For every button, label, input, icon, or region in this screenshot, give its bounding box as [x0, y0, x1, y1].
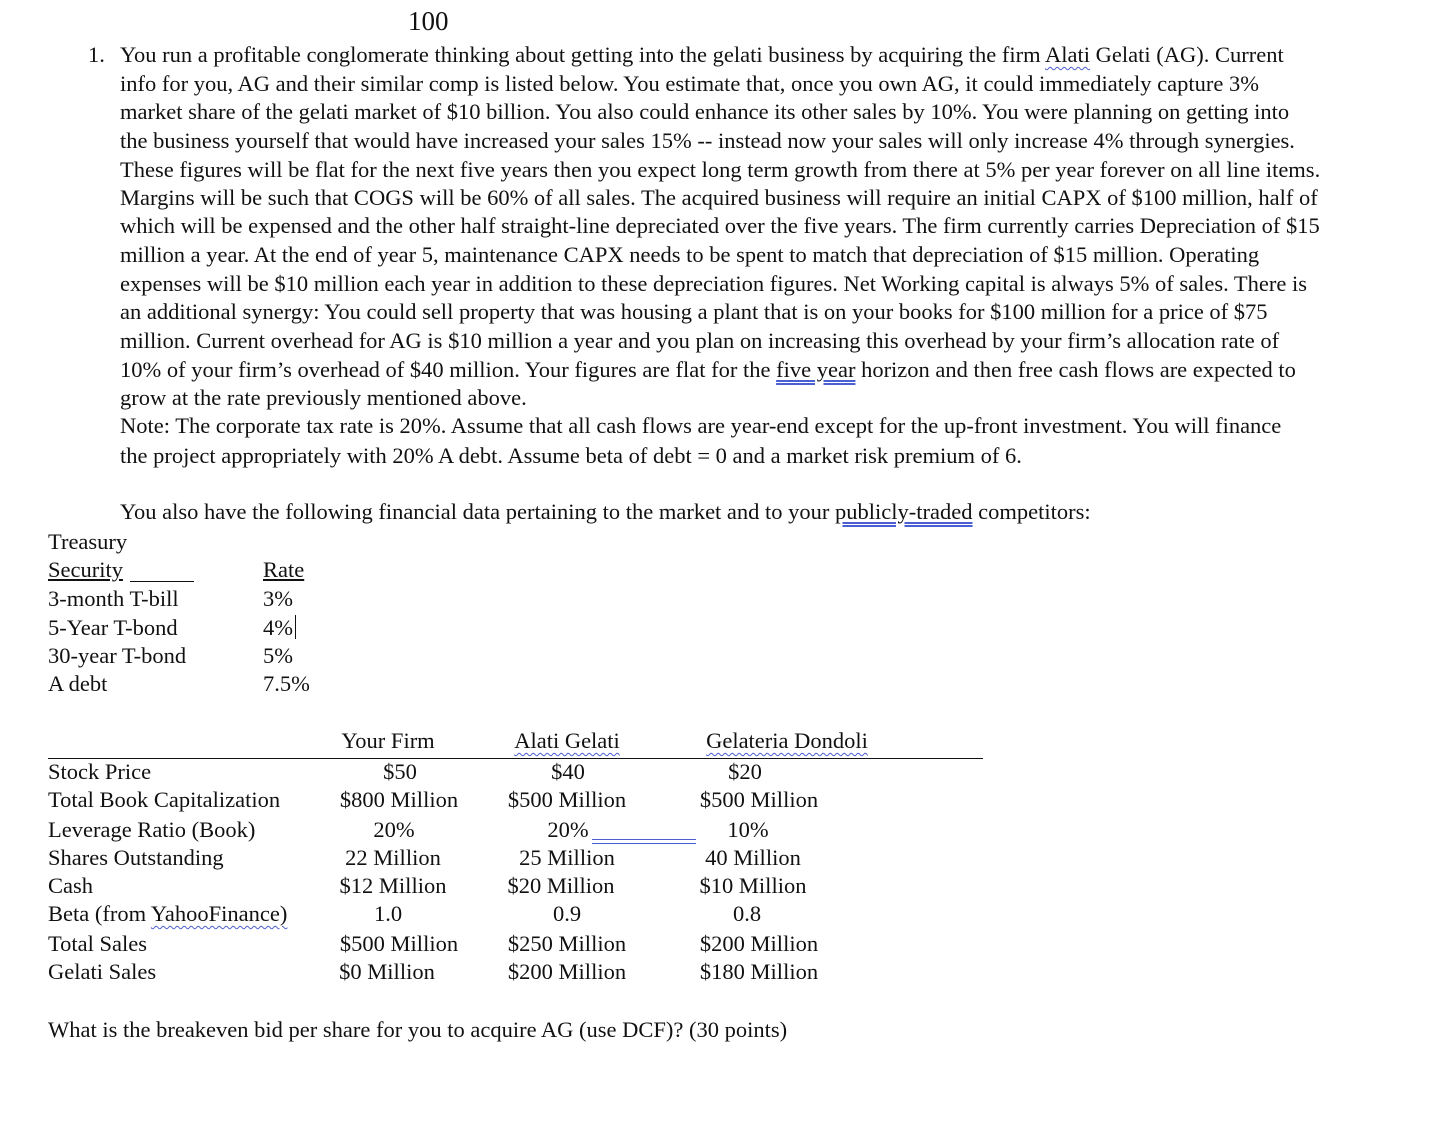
data-intro: [120, 499, 1091, 525]
cell-your-firm: 20%: [373, 817, 415, 842]
problem-line: an additional synergy: You could sell property that was housing a plant that is on your books for $100 million for a price of $75: [120, 299, 1268, 324]
cell-gelateria-dondoli: 0.8: [732, 901, 762, 926]
cell-gelateria-dondoli: $500 Million: [699, 787, 819, 812]
grammar-underlined-phrase: publicly-traded: [835, 499, 973, 524]
problem-line: market share of the gelati market of $10 billion. You also could enhance its other sales by 10%. You were planning on getting into: [120, 99, 1290, 124]
problem-text: 10% of your firm’s overhead of $40 million. Your figures are flat for the: [120, 357, 777, 382]
intro-text: competitors:: [972, 499, 1091, 524]
cell-your-firm: $0 Million: [339, 959, 435, 984]
cell-alati-gelati: $20 Million: [507, 873, 615, 898]
problem-line: Margins will be such that COGS will be 60% of all sales. The acquired business will require an initial CAPX of $100 million, half of: [120, 185, 1318, 210]
problem-note: Note: The corporate tax rate is 20%. Assume that all cash flows are year-end except for the up-front investment. You will finance: [120, 413, 1282, 438]
row-label: Stock Price: [48, 759, 152, 784]
cell-gelateria-dondoli: $200 Million: [699, 931, 819, 956]
cell-gelateria-dondoli: 40 Million: [705, 845, 801, 870]
cell-your-firm: $12 Million: [339, 873, 447, 898]
column-header-alati-gelati: [514, 728, 620, 754]
problem-line: These figures will be flat for the next five years then you expect long term growth from there at 5% per year forever on all line items.: [120, 157, 1321, 182]
treasury-rate-cell[interactable]: [263, 615, 296, 641]
problem-line: the business yourself that would have increased your sales 15% -- instead now your sales will only increase 4% through synergies.: [120, 128, 1295, 153]
question: What is the breakeven bid per share for you to acquire AG (use DCF)? (30 points): [48, 1017, 788, 1042]
row-label: Leverage Ratio (Book): [48, 817, 256, 842]
column-header-your-firm: Your Firm: [341, 728, 435, 753]
row-label: Gelati Sales: [48, 959, 157, 984]
cell-your-firm: 1.0: [373, 901, 403, 926]
row-label-text: [48, 901, 287, 926]
cell-gelateria-dondoli: $10 Million: [699, 873, 807, 898]
problem-note: the project appropriately with 20% A debt. Assume beta of debt = 0 and a market risk premium of 6.: [120, 443, 1022, 468]
problem-line: million. Current overhead for AG is $10 million a year and you plan on increasing this overhead by your firm’s allocation rate of: [120, 328, 1280, 353]
problem-text: You run a profitable conglomerate thinking about getting into the gelati business by acquiring the firm: [120, 42, 1046, 67]
header-rule: [48, 758, 983, 759]
grammar-mark: [592, 839, 696, 844]
grammar-underlined-phrase: five year: [776, 357, 856, 382]
problem-line: [120, 42, 1284, 68]
cell-gelateria-dondoli: 10%: [727, 817, 769, 842]
column-header-gelateria-dondoli: [706, 728, 868, 754]
problem-text: Gelati (AG). Current: [1090, 42, 1284, 67]
problem-number: 1.: [88, 42, 105, 67]
problem-line: grow at the rate previously mentioned above.: [120, 385, 527, 410]
intro-text: You also have the following financial data pertaining to the market and to your: [120, 499, 836, 524]
cell-alati-gelati: 20%: [547, 817, 589, 842]
cell-alati-gelati: 0.9: [552, 901, 582, 926]
row-label: Shares Outstanding: [48, 845, 224, 870]
problem-line: expenses will be $10 million each year in addition to these depreciation figures. Net Working capital is always 5% of sales. There is: [120, 271, 1308, 296]
spellcheck-word: Alati: [1045, 42, 1091, 67]
treasury-security: 30-year T-bond: [48, 643, 187, 668]
treasury-security: 5-Year T-bond: [48, 615, 178, 640]
treasury-security: 3-month T-bill: [48, 586, 179, 611]
treasury-rate: 5%: [263, 643, 293, 668]
spellcheck-word: Alati Gelati: [514, 728, 620, 753]
cell-your-firm: $800 Million: [339, 787, 459, 812]
cell-your-firm: $500 Million: [339, 931, 459, 956]
row-label: Cash: [48, 873, 93, 898]
text-cursor: [295, 615, 296, 639]
cell-alati-gelati: 25 Million: [519, 845, 615, 870]
problem-line: [120, 357, 1296, 383]
page-number: 100: [408, 6, 449, 36]
cell-alati-gelati: $500 Million: [507, 787, 627, 812]
cell-your-firm: $50: [383, 759, 417, 784]
treasury-title: Treasury: [48, 529, 128, 554]
treasury-security-header: Security: [48, 557, 123, 582]
row-label: Total Sales: [48, 931, 148, 956]
treasury-rate-header: Rate: [263, 557, 305, 582]
cell-alati-gelati: $200 Million: [507, 959, 627, 984]
spellcheck-word: YahooFinance): [150, 901, 288, 926]
treasury-rate: 3%: [263, 586, 293, 611]
problem-line: which will be expensed and the other half straight-line depreciated over the five years. The firm currently carries Depreciation of $15: [120, 213, 1320, 238]
cell-alati-gelati: $40: [551, 759, 585, 784]
treasury-rate: 4%: [263, 615, 293, 640]
row-label-part: Beta (from: [48, 901, 151, 926]
cell-gelateria-dondoli: $20: [728, 759, 762, 784]
cell-gelateria-dondoli: $180 Million: [699, 959, 819, 984]
spellcheck-word: Gelateria Dondoli: [706, 728, 868, 753]
header-rule: [130, 581, 194, 582]
treasury-rate: 7.5%: [263, 671, 310, 696]
treasury-security: A debt: [48, 671, 108, 696]
problem-text: horizon and then free cash flows are expected to: [855, 357, 1296, 382]
problem-line: million a year. At the end of year 5, maintenance CAPX needs to be spent to match that depreciation of $15 million. Operating: [120, 242, 1260, 267]
row-label: [48, 901, 287, 927]
row-label: Total Book Capitalization: [48, 787, 281, 812]
cell-alati-gelati: $250 Million: [507, 931, 627, 956]
cell-your-firm: 22 Million: [345, 845, 441, 870]
problem-line: info for you, AG and their similar comp is listed below. You estimate that, once you own AG, it could immediately capture 3%: [120, 71, 1259, 96]
